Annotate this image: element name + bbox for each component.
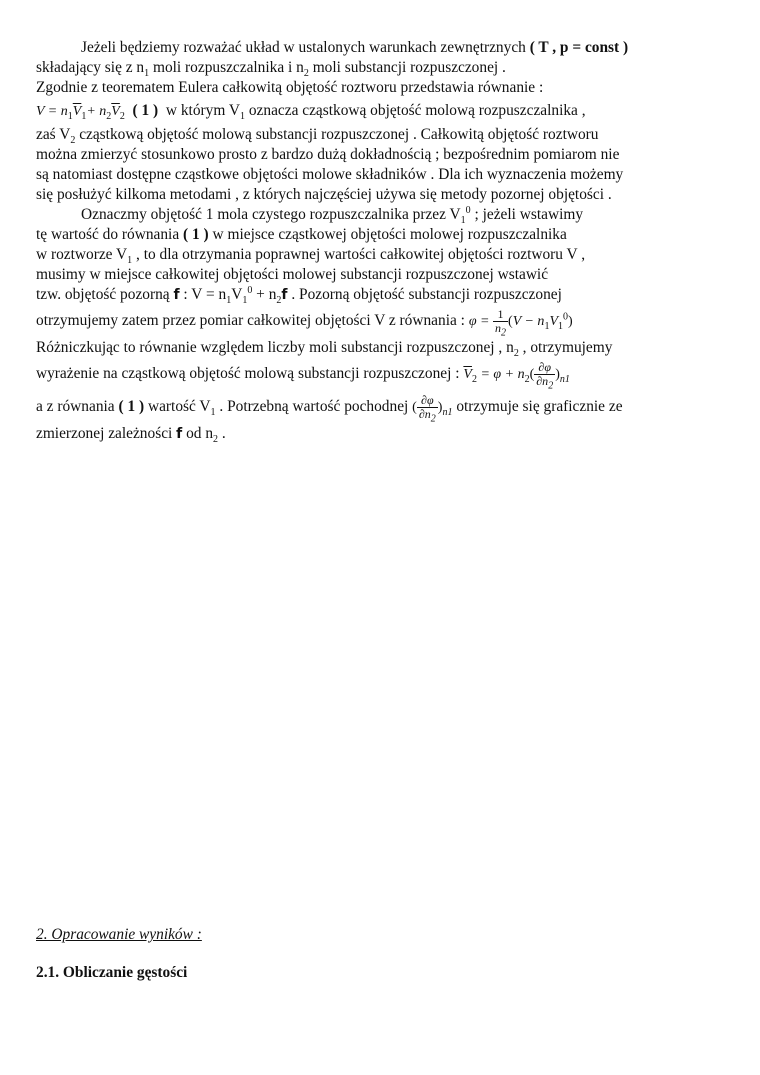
phi-symbol: f — [173, 287, 180, 303]
text: zaś V — [36, 126, 71, 143]
text: : V = n — [179, 286, 227, 303]
equation-derivative: ( $\frac{\partial\varphi}{\partial n_2}$ )$_{n1}$ — [412, 393, 453, 425]
text: od n — [182, 425, 214, 442]
text: wyrażenie na cząstkową objętość molową substancji rozpuszczonej : — [36, 365, 460, 382]
phi-symbol: f — [176, 426, 183, 442]
subscript: 1 — [127, 255, 133, 267]
subscript: 2 — [276, 295, 282, 307]
line-9 — [36, 205, 726, 225]
line-5 — [36, 125, 726, 145]
text: a z równania — [36, 398, 115, 415]
text: Jeżeli będziemy rozważać układ w ustalonych warunkach zewnętrznych — [81, 39, 526, 56]
subscript: 1 — [240, 111, 245, 123]
text: + n — [252, 286, 277, 303]
subscript: 1 — [460, 215, 466, 227]
subscript: 1 — [144, 68, 150, 80]
text: . Potrzebną wartość pochodnej — [215, 398, 409, 415]
text: otrzymuje się graficznie ze — [456, 398, 623, 415]
line-14 — [36, 305, 726, 338]
equation-ref: ( 1 ) — [183, 226, 209, 243]
line-11 — [36, 245, 726, 265]
subscript: 2 — [513, 348, 519, 360]
text: w którym V — [165, 102, 240, 119]
line-4 — [36, 98, 726, 125]
text: . Pozorną objętość substancji rozpuszczonej — [287, 286, 562, 303]
line-13 — [36, 285, 726, 305]
text: otrzymujemy zatem przez pomiar całkowitej objętości V z równania : — [36, 312, 465, 329]
document-body — [36, 38, 726, 444]
text: ; jeżeli wstawimy — [470, 206, 584, 223]
equation-partial-molar: $\overline{V}_2 = \varphi + n_2$( $\frac{\partial\varphi}{\partial n_2}$ )$_{n1}$ — [463, 360, 570, 392]
text: moli rozpuszczalnika i n — [149, 59, 304, 76]
equation-apparent-volume: φ = $\frac{1}{n_2}$ $(V - n_1V_1^0)$ — [468, 307, 573, 339]
text: w miejsce cząstkowej objętości molowej rozpuszczalnika — [208, 226, 567, 243]
text: w roztworze V — [36, 246, 128, 263]
text: Oznaczmy objętość 1 mola czystego rozpuszczalnika przez V — [81, 206, 461, 223]
text: składający się z n — [36, 59, 145, 76]
phi-symbol: f — [281, 287, 288, 303]
subsection-heading: 2.1. Obliczanie gęstości — [36, 964, 188, 981]
equation-number: ( 1 ) — [132, 102, 159, 119]
subscript: 1 — [210, 407, 216, 419]
line-18 — [36, 424, 726, 444]
subscript: 1 — [226, 295, 232, 307]
equation-euler: $V = n_1\overline{V}_1+ n_2\overline{V}_2$ — [36, 104, 125, 122]
subscript: 2 — [70, 135, 76, 147]
line-7: są natomiast dostępne cząstkowe objętości molowe składników . Dla ich wyznaczenia możemy — [36, 166, 624, 183]
equation-ref: ( 1 ) — [118, 398, 145, 415]
text: wartość V — [144, 398, 211, 415]
text: tę wartość do równania — [36, 226, 180, 243]
superscript: 0 — [465, 204, 471, 216]
text-conditions: ( T , p = const ) — [529, 39, 629, 56]
line-10 — [36, 225, 726, 245]
text: , to dla otrzymania poprawnej wartości całkowitej objętości roztworu V , — [132, 246, 586, 263]
line-15 — [36, 338, 726, 358]
text: cząstkową objętość molową substancji rozpuszczonej . Całkowitą objętość roztworu — [75, 126, 599, 143]
superscript: 0 — [247, 284, 253, 296]
section-heading: 2. Opracowanie wyników : — [36, 926, 202, 943]
line-16 — [36, 358, 726, 391]
line-3: Zgodnie z teorematem Eulera całkowitą objętość roztworu przedstawia równanie : — [36, 79, 544, 96]
line-8: się posłużyć kilkoma metodami , z których najczęściej używa się metody pozornej objętości . — [36, 186, 612, 203]
line-17 — [36, 391, 726, 424]
subscript: 2 — [303, 68, 309, 80]
text: . — [218, 425, 226, 442]
line-1 — [36, 38, 726, 58]
text: oznacza cząstkową objętość molową rozpuszczalnika , — [245, 102, 586, 119]
text: zmierzonej zależności — [36, 425, 173, 442]
text: tzw. objętość pozorną — [36, 286, 170, 303]
line-2 — [36, 58, 726, 78]
line-6: można zmierzyć stosunkowo prosto z bardzo dużą dokładnością ; bezpośrednim pomiarom nie — [36, 146, 620, 163]
text: , otrzymujemy — [518, 339, 613, 356]
text: moli substancji rozpuszczonej . — [308, 59, 506, 76]
subscript: 1 — [242, 295, 248, 307]
text: Różniczkując to równanie względem liczby moli substancji rozpuszczonej , n — [36, 339, 514, 356]
subscript: 2 — [213, 434, 219, 446]
line-12: musimy w miejsce całkowitej objętości molowej substancji rozpuszczonej wstawić — [36, 266, 549, 283]
text: V — [231, 286, 243, 303]
